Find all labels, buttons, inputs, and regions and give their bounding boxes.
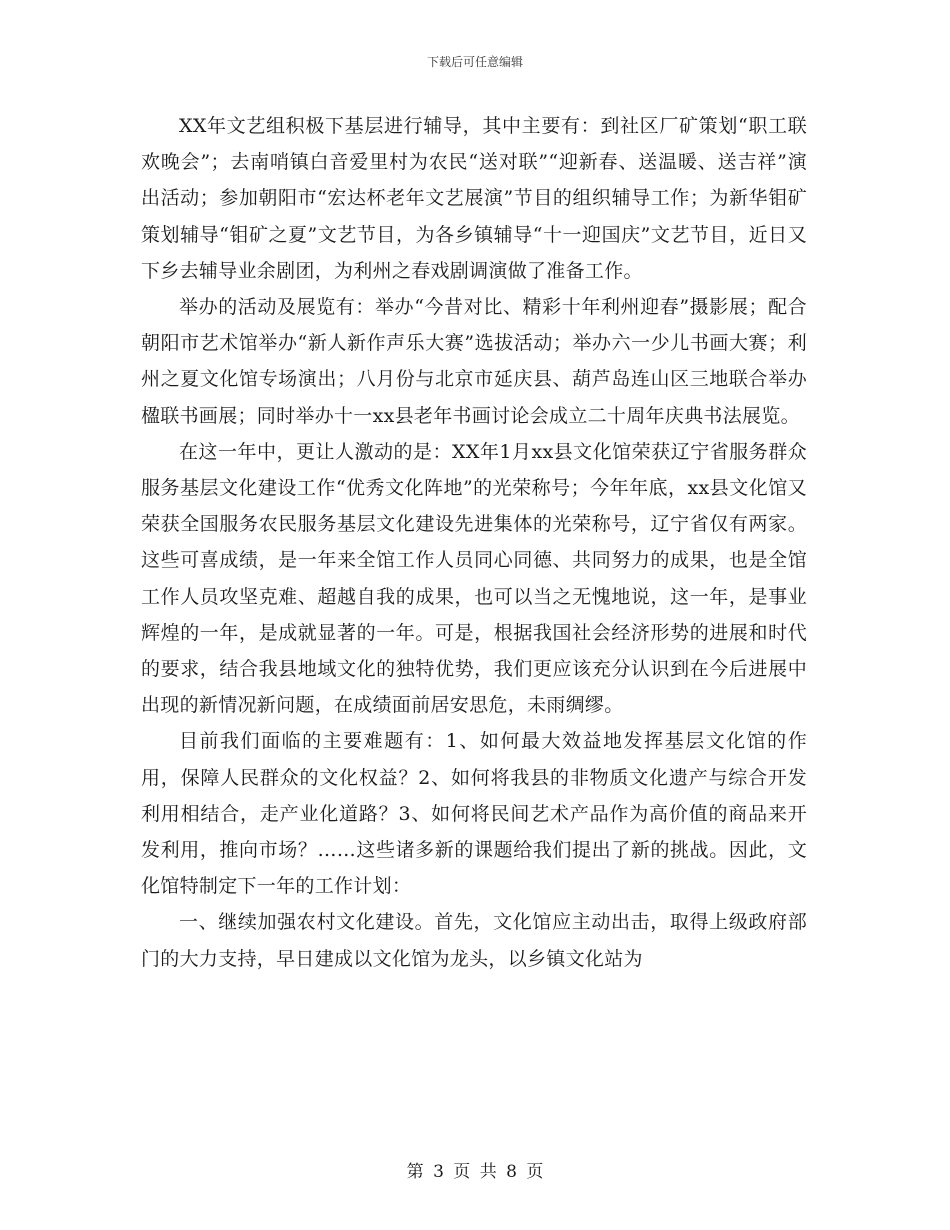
paragraph-plan-rural-culture: 一、继续加强农村文化建设。首先，文化馆应主动出击，取得上级政府部门的大力支持，早日建成以文化馆为龙头，以乡镇文化站为 bbox=[141, 911, 807, 970]
paragraph-literary-outreach: XX年文艺组积极下基层进行辅导，其中主要有：到社区厂矿策划“职工联欢晚会”；去南哨镇白音爱里村为农民“送对联”“迎新春、送温暖、送吉祥”演出活动；参加朝阳市“宏达杯老年文艺展演”节目的组织辅导工作；为新华钼矿策划辅导“钼矿之夏”文艺节目，为各乡镇辅导“十一迎国庆”文艺节目，近日又下乡去辅导业余剧团，为利州之春戏剧调演做了准备工作。 bbox=[141, 115, 807, 282]
paragraph-activities-exhibitions: 举办的活动及展览有：举办“今昔对比、精彩十年利州迎春”摄影展；配合朝阳市艺术馆举办“新人新作声乐大赛”选拔活动；举办六一少儿书画大赛；利州之夏文化馆专场演出；八月份与北京市延庆县、葫芦岛连山区三地联合举办楹联书画展；同时举办十一xx县老年书画讨论会成立二十周年庆典书法展览。 bbox=[141, 296, 807, 427]
paragraph-achievements: 在这一年中，更让人激动的是：XX年1月xx县文化馆荣获辽宁省服务群众服务基层文化建设工作“优秀文化阵地”的光荣称号；今年年底，xx县文化馆又荣获全国服务农民服务基层文化建设先进集体的光荣称号，辽宁省仅有两家。这些可喜成绩，是一年来全馆工作人员同心同德、共同努力的成果，也是全馆工作人员攻坚克难、超越自我的成果，也可以当之无愧地说，这一年，是事业辉煌的一年，是成就显著的一年。可是，根据我国社会经济形势的进展和时代的要求，结合我县地域文化的独特优势，我们更应该充分认识到在今后进展中出现的新情况新问题，在成绩面前居安思危，未雨绸缪。 bbox=[141, 440, 807, 717]
page-header: 下载后可任意编辑 bbox=[426, 55, 523, 69]
document-body bbox=[141, 108, 807, 977]
paragraph-challenges: 目前我们面临的主要难题有：1、如何最大效益地发挥基层文化馆的作用，保障人民群众的文化权益？2、如何将我县的非物质文化遗产与综合开发利用相结合，走产业化道路？3、如何将民间艺术产品作为高价值的商品来开发利用，推向市场？……这些诸多新的课题给我们提出了新的挑战。因此，文化馆特制定下一年的工作计划： bbox=[141, 730, 807, 898]
page-footer: 第 3 页 共 8 页 bbox=[406, 1162, 544, 1182]
